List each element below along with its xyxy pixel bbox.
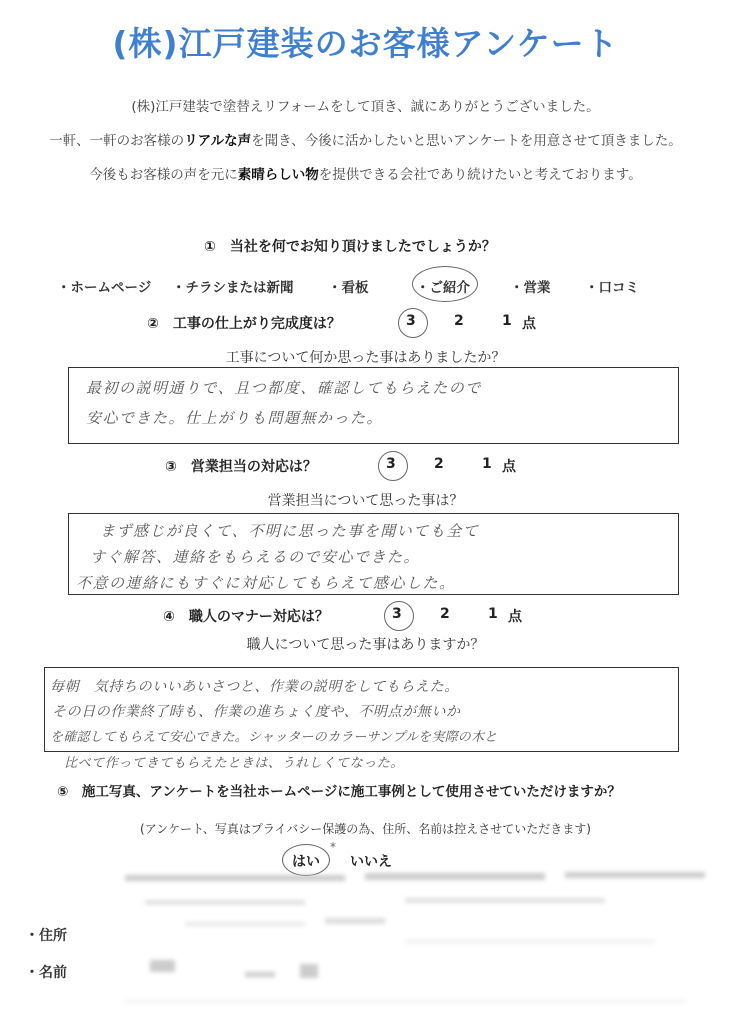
q2-sub-question: 工事について何か思った事はありましたか？ xyxy=(225,350,506,366)
q4-answer-line-1: 毎朝 気持ちのいいあいさつと、作業の説明をしてもらえた。 xyxy=(50,679,459,695)
q2-score-2: 2 xyxy=(454,313,464,329)
question-2-title: ② 工事の仕上がり完成度は？ xyxy=(147,316,341,332)
privacy-blur-area xyxy=(105,860,730,1024)
q5-no: いいえ xyxy=(350,854,392,870)
q1-option-word-of-mouth: ・口コミ xyxy=(585,280,639,296)
question-4-title: ④ 職人のマナー対応は？ xyxy=(163,609,329,625)
q3-score-3: 3 xyxy=(386,456,396,472)
q1-option-flyer: ・チラシまたは新聞 xyxy=(172,280,294,296)
q2-score-1: 1 xyxy=(502,313,512,329)
q5-note: (アンケート、写真はプライバシー保護の為、住所、名前は控えさせていただきます) xyxy=(140,822,591,836)
q5-mark: * xyxy=(330,840,336,854)
q3-sub-question: 営業担当について思った事は？ xyxy=(267,493,464,509)
q4-score-unit: 点 xyxy=(508,609,522,625)
q4-answer-line-4: 比べて作ってきてもらえたときは、うれしくてなった。 xyxy=(64,756,405,771)
q2-answer-line-1: 最初の説明通りで、且つ都度、確認してもらえたので xyxy=(86,379,482,397)
intro-line-1: (株)江戸建装で塗替えリフォームをして頂き、誠にありがとうございました。 xyxy=(131,99,600,115)
q4-score-3: 3 xyxy=(392,606,402,622)
intro-line-3: 今後もお客様の声を元に素晴らしい物を提供できる会社であり続けたいと考えております。 xyxy=(89,167,642,183)
q4-answer-line-2: その日の作業終了時も、作業の進ちょく度や、不明点が無いか xyxy=(52,704,461,720)
q3-score-1: 1 xyxy=(482,456,492,472)
page-title: (株)江戸建装のお客様アンケート xyxy=(112,24,619,63)
q4-score-1: 1 xyxy=(488,606,498,622)
q2-score-3: 3 xyxy=(406,313,416,329)
q3-score-2: 2 xyxy=(434,456,444,472)
question-3-title: ③ 営業担当の対応は？ xyxy=(165,459,317,475)
address-label: ・住所 xyxy=(25,928,67,944)
name-label: ・名前 xyxy=(25,965,67,981)
question-5-title: ⑤ 施工写真、アンケートを当社ホームページに施工事例として使用させていただけますか？ xyxy=(57,784,621,800)
q1-option-homepage: ・ホームページ xyxy=(57,280,152,296)
q2-answer-line-2: 安心できた。仕上がりも問題無かった。 xyxy=(86,409,384,427)
q4-answer-line-3: を確認してもらえて安心できた。シャッターのカラーサンプルを実際の木と xyxy=(50,730,498,745)
q2-score-unit: 点 xyxy=(522,316,536,332)
question-1-title: ① 当社を何でお知り頂けましたでしょうか？ xyxy=(204,239,496,255)
q1-option-signboard: ・看板 xyxy=(328,280,369,296)
q3-answer-line-3: 不意の連絡にもすぐに対応してもらえて感心した。 xyxy=(76,574,456,592)
q1-option-sales: ・営業 xyxy=(510,280,551,296)
q3-answer-line-2: すぐ解答、連絡をもらえるので安心できた。 xyxy=(90,548,421,566)
q1-option-referral: ・ご紹介 xyxy=(416,280,470,296)
q3-answer-line-1: まず感じが良くて、不明に思った事を聞いても全て xyxy=(100,522,480,540)
q3-score-unit: 点 xyxy=(502,459,516,475)
q4-score-2: 2 xyxy=(440,606,450,622)
q4-sub-question: 職人について思った事はありますか？ xyxy=(246,637,485,653)
q5-yes: はい xyxy=(292,854,320,870)
intro-line-2: 一軒、一軒のお客様のリアルな声を聞き、今後に活かしたいと思いアンケートを用意させて頂きました。 xyxy=(49,133,682,149)
